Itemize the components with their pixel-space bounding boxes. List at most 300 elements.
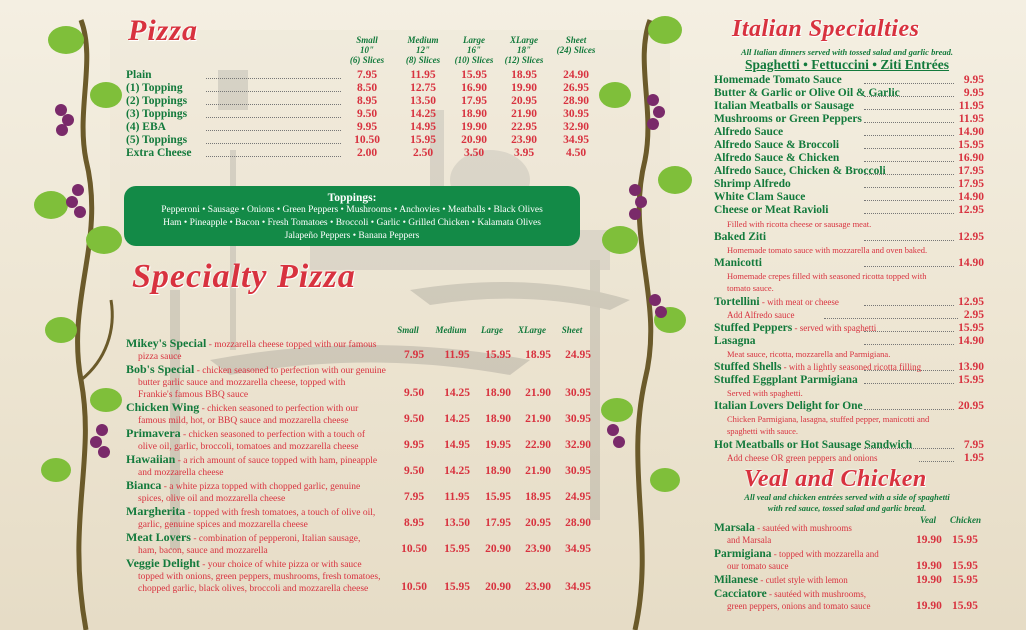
toppings-box [124, 186, 580, 246]
size-name: Small [356, 35, 378, 45]
entree-name [714, 257, 762, 270]
pizza-row [126, 108, 594, 121]
dot-leader [206, 130, 341, 131]
veal-chicken-item [714, 522, 984, 546]
pizza-price: 14.95 [410, 121, 436, 133]
dot-leader [864, 240, 954, 241]
veal-item-line-1 [714, 522, 984, 534]
pizza-price: 12.75 [410, 82, 436, 94]
veal-note-line-2: with red sauce, tossed salad and garlic bread. [767, 503, 927, 513]
specialty-desc: - mozzarella cheese topped with our famous [206, 340, 377, 350]
specialty-size-header: Large [481, 325, 503, 335]
specialty-price: 11.95 [444, 349, 470, 361]
entree-price: 14.90 [958, 335, 984, 347]
entree-description: Filled with ricotta cheese or sausage meat. [727, 219, 872, 229]
size-slices: (12) Slices [504, 55, 544, 65]
entree-name [714, 439, 912, 452]
dot-leader [864, 83, 954, 84]
pizza-price: 3.95 [513, 147, 535, 159]
toppings-line-1: Pepperoni • Sausage • Onions • Green Peppers • Mushrooms • Anchovies • Meatballs • Black Olives [161, 205, 543, 215]
add-cheese-text: Add cheese OR green peppers and onions [727, 453, 878, 463]
specialty-price: 15.95 [444, 581, 470, 593]
entree-price: 20.95 [958, 400, 984, 412]
entree-title: Shrimp Alfredo [714, 178, 791, 190]
specialty-price: 15.95 [485, 349, 511, 361]
entree-price: 17.95 [958, 165, 984, 177]
specialty-price: 21.90 [525, 387, 551, 399]
pizza-price: 16.90 [461, 82, 487, 94]
pizza-price: 3.50 [463, 147, 485, 159]
specialty-line-2: butter garlic sauce and mozzarella cheese, topped with [138, 378, 346, 388]
entree-description: Served with spaghetti. [727, 388, 803, 398]
specialty-desc: - a white pizza topped with chopped garlic, genuine [161, 482, 361, 492]
entree-price: 12.95 [958, 296, 984, 308]
entree-title: Homemade Tomato Sauce [714, 74, 842, 86]
size-slices: (6) Slices [349, 55, 385, 65]
italian-entree [714, 126, 984, 139]
specialty-price: 7.95 [403, 349, 425, 361]
entree-price: 12.95 [958, 231, 984, 243]
specialty-price: 15.95 [444, 543, 470, 555]
entree-title: Italian Lovers Delight for One [714, 400, 863, 412]
pizza-price: 20.95 [511, 95, 537, 107]
dot-leader [864, 174, 954, 175]
pizza-price: 32.90 [563, 121, 589, 133]
italian-entree [714, 335, 984, 348]
specialty-pizza-heading: Specialty Pizza [132, 258, 356, 295]
entree-title: Mushrooms or Green Peppers [714, 113, 862, 125]
entree-title: Tortellini [714, 296, 760, 308]
specialty-name: Primavera [126, 426, 181, 440]
specialty-price: 9.50 [403, 387, 425, 399]
specialty-price: 9.50 [403, 413, 425, 425]
dot-leader [864, 448, 954, 449]
veal-item-name: Parmigiana [714, 548, 772, 560]
specialty-price: 11.95 [444, 491, 470, 503]
specialty-price: 32.90 [565, 439, 591, 451]
entree-name [714, 191, 805, 204]
entree-title: Lasagna [714, 335, 756, 347]
entree-price: 15.95 [958, 322, 984, 334]
specialty-pizza-item [126, 401, 594, 427]
entree-title: Alfredo Sauce & Chicken [714, 152, 840, 164]
entree-price: 14.90 [958, 257, 984, 269]
entree-name [714, 231, 766, 244]
entree-name [714, 100, 854, 113]
dot-leader [864, 266, 954, 267]
chicken-price: 15.95 [952, 600, 978, 612]
italian-specialties-heading: Italian Specialties [732, 16, 920, 42]
size-inches: 16" [467, 45, 481, 55]
specialty-pizza-item [126, 505, 594, 531]
entree-name [714, 361, 921, 374]
dot-leader [206, 104, 341, 105]
specialty-price: 15.95 [485, 491, 511, 503]
entree-price: 13.90 [958, 361, 984, 373]
size-name: Sheet [565, 35, 587, 45]
specialty-price: 14.25 [444, 413, 470, 425]
pizza-row-name: Extra Cheese [126, 147, 192, 159]
entree-name [714, 87, 900, 100]
italian-entree [714, 439, 984, 452]
chicken-price: 15.95 [952, 534, 978, 546]
entree-name [714, 400, 863, 413]
pizza-price: 8.95 [356, 95, 378, 107]
entree-price: 14.90 [958, 126, 984, 138]
specialty-price: 9.95 [403, 439, 425, 451]
italian-entree [714, 139, 984, 152]
specialty-desc: - chicken seasoned to perfection with a touch of [180, 430, 366, 440]
veal-chicken-item [714, 588, 984, 612]
italian-entree [714, 152, 984, 165]
pizza-price: 30.95 [563, 108, 589, 120]
italian-entree [714, 296, 984, 309]
specialty-price: 18.95 [525, 491, 551, 503]
dot-leader [206, 91, 341, 92]
specialty-desc: - chicken seasoned to perfection with our [199, 404, 359, 414]
specialty-price: 7.95 [403, 491, 425, 503]
specialty-pizza-item [126, 427, 594, 453]
pizza-row-name: Plain [126, 69, 152, 81]
specialty-line-3: chopped garlic, black olives, broccoli and mozzarella cheese [138, 584, 369, 594]
veal-item-name: Cacciatore [714, 588, 767, 600]
italian-entree [714, 374, 984, 387]
pasta-entrees-subheading: Spaghetti • Fettuccini • Ziti Entrées [744, 57, 950, 72]
veal-note-line-1: All veal and chicken entrées served with a side of spaghetti [744, 492, 950, 502]
veal-item-desc: - sautéed with mushrooms, [766, 589, 867, 599]
specialty-price: 24.95 [565, 491, 591, 503]
size-inches: 18" [517, 45, 531, 55]
pizza-price: 2.50 [412, 147, 434, 159]
specialty-price: 13.50 [444, 517, 470, 529]
specialty-price: 20.90 [485, 581, 511, 593]
add-alfredo-price: 2.95 [963, 309, 984, 321]
size-name: Large [463, 35, 485, 45]
specialty-price: 17.95 [485, 517, 511, 529]
entree-title: Stuffed Peppers [714, 322, 793, 334]
pizza-price: 9.95 [356, 121, 378, 133]
specialty-line-2: ham, bacon, sauce and mozzarella [138, 546, 268, 556]
specialty-name: Hawaiian [126, 452, 176, 466]
dot-leader [206, 117, 341, 118]
entree-title: Alfredo Sauce [714, 126, 784, 138]
pizza-row-name: (3) Toppings [126, 108, 188, 120]
italian-entree [714, 113, 984, 126]
specialty-line-1 [126, 557, 594, 571]
pizza-price: 13.50 [410, 95, 436, 107]
pizza-row [126, 69, 594, 82]
pizza-row [126, 121, 594, 134]
entree-name [714, 165, 886, 178]
dot-leader [206, 143, 341, 144]
pizza-row [126, 147, 594, 160]
italian-entree [714, 100, 984, 113]
pizza-size-header [397, 35, 449, 65]
specialty-desc: - your choice of white pizza or with sauce [199, 560, 362, 570]
specialty-price: 30.95 [565, 413, 591, 425]
dot-leader [864, 370, 954, 371]
specialty-desc: - topped with fresh tomatoes, a touch of olive oil, [185, 508, 376, 518]
specialty-pizza-item [126, 531, 594, 557]
entree-name [714, 139, 839, 152]
veal-chicken-note [711, 492, 983, 514]
specialty-price: 30.95 [565, 387, 591, 399]
specialty-price: 9.50 [403, 465, 425, 477]
specialty-price: 23.90 [525, 543, 551, 555]
veal-item-line-1 [714, 574, 984, 586]
dot-leader [864, 148, 954, 149]
pizza-price: 22.95 [511, 121, 537, 133]
entree-name [714, 374, 858, 387]
dot-leader [206, 78, 341, 79]
veal-item-desc-2: our tomato sauce [727, 561, 789, 571]
italian-entree [714, 322, 984, 335]
pizza-price: 26.95 [563, 82, 589, 94]
specialty-pizza-item [126, 453, 594, 479]
size-name: Medium [407, 35, 439, 45]
specialty-line-2: pizza sauce [138, 352, 182, 362]
add-alfredo-text: Add Alfredo sauce [727, 310, 795, 320]
italian-entree [714, 74, 984, 87]
dot-leader [206, 156, 341, 157]
specialty-price: 10.50 [401, 543, 427, 555]
pizza-price: 4.50 [565, 147, 587, 159]
dot-leader [864, 187, 954, 188]
size-name: XLarge [510, 35, 538, 45]
veal-item-name: Marsala [714, 522, 755, 534]
pizza-price: 20.90 [461, 134, 487, 146]
specialty-size-header: Medium [435, 325, 467, 335]
entree-price: 17.95 [958, 178, 984, 190]
veal-item-desc-2: green peppers, onions and tomato sauce [727, 601, 871, 611]
specialty-price: 28.90 [565, 517, 591, 529]
size-slices: (8) Slices [405, 55, 441, 65]
entree-description: Meat sauce, ricotta, mozzarella and Parmigiana. [727, 349, 891, 359]
veal-chicken-item [714, 548, 984, 572]
specialty-price: 24.95 [565, 349, 591, 361]
pizza-price: 28.90 [563, 95, 589, 107]
entree-description: Homemade crepes filled with seasoned ricotta topped with [727, 271, 927, 281]
entree-name [714, 152, 839, 165]
entree-title: White Clam Sauce [714, 191, 806, 203]
italian-entree [714, 191, 984, 204]
pizza-heading: Pizza [128, 14, 199, 47]
veal-item-desc: - topped with mozzarella and [771, 549, 879, 559]
specialty-line-2: topped with onions, green peppers, mushrooms, fresh tomatoes, [138, 572, 381, 582]
pizza-price: 18.95 [511, 69, 537, 81]
entree-price: 16.90 [958, 152, 984, 164]
specialty-desc: - combination of pepperoni, Italian sausage, [190, 534, 361, 544]
pizza-price: 2.00 [356, 147, 378, 159]
entree-name [714, 126, 783, 139]
size-inches: 12" [416, 45, 430, 55]
specialty-price: 8.95 [403, 517, 425, 529]
specialty-line-2: famous mild, hot, or BBQ sauce and mozzarella cheese [138, 416, 349, 426]
entree-price: 12.95 [958, 204, 984, 216]
veal-item-desc: - sautéed with mushrooms [754, 523, 852, 533]
italian-entree [714, 204, 984, 217]
specialty-pizza-item [126, 363, 594, 401]
specialty-price: 34.95 [565, 543, 591, 555]
entree-price: 15.95 [958, 139, 984, 151]
pizza-price: 15.95 [410, 134, 436, 146]
size-slices: (24) Slices [556, 45, 596, 55]
italian-entree [714, 165, 984, 178]
dot-leader [864, 344, 954, 345]
pizza-price: 21.90 [511, 108, 537, 120]
pizza-price: 17.95 [461, 95, 487, 107]
specialty-line-1 [126, 363, 594, 377]
add-alfredo-label [727, 309, 794, 322]
veal-item-desc: - cutlet style with lemon [758, 575, 848, 585]
grapevine-middle-decoration [595, 0, 695, 630]
entree-description: spaghetti with sauce. [727, 426, 799, 436]
chicken-price: 15.95 [952, 560, 978, 572]
add-cheese-row [714, 452, 984, 465]
entree-name [714, 178, 791, 191]
italian-entree [714, 178, 984, 191]
veal-item-desc-2: and Marsala [727, 535, 772, 545]
specialty-name: Meat Lovers [126, 530, 191, 544]
entree-title: Alfredo Sauce & Broccoli [714, 139, 840, 151]
specialty-size-header: Small [397, 325, 419, 335]
pizza-size-header [550, 35, 602, 55]
size-inches: 10" [360, 45, 374, 55]
pizza-row [126, 134, 594, 147]
pizza-price: 34.95 [563, 134, 589, 146]
specialty-name: Bob's Special [126, 362, 195, 376]
entree-description: Homemade tomato sauce with mozzarella and oven baked. [727, 245, 928, 255]
entree-name [714, 296, 839, 309]
specialty-name: Mikey's Special [126, 336, 207, 350]
specialty-name: Bianca [126, 478, 162, 492]
pizza-price: 24.90 [563, 69, 589, 81]
pizza-row [126, 95, 594, 108]
add-cheese-price: 1.95 [963, 452, 984, 464]
add-cheese-label [727, 452, 877, 465]
dot-leader [864, 383, 954, 384]
dot-leader [864, 96, 954, 97]
specialty-price: 18.90 [485, 413, 511, 425]
italian-entree [714, 231, 984, 244]
dot-leader [864, 213, 954, 214]
pizza-price: 18.90 [461, 108, 487, 120]
specialty-price: 14.25 [444, 387, 470, 399]
pizza-row [126, 82, 594, 95]
specialty-price: 14.25 [444, 465, 470, 477]
entree-description: Chicken Parmigiana, lasagna, stuffed pepper, manicotti and [727, 414, 930, 424]
toppings-line-2: Ham • Pineapple • Bacon • Fresh Tomatoes • Broccoli • Garlic • Grilled Chicken • Kalamata Olives [163, 218, 541, 228]
entree-price: 9.95 [963, 74, 984, 86]
veal-price: 19.90 [916, 600, 942, 612]
dot-leader [864, 409, 954, 410]
specialty-line-3: Frankie's famous BBQ sauce [138, 390, 249, 400]
pizza-size-header [448, 35, 500, 65]
toppings-title: Toppings: [327, 192, 377, 204]
veal-and-chicken-heading: Veal and Chicken [744, 466, 927, 492]
dot-leader [824, 318, 958, 319]
specialty-price: 21.90 [525, 465, 551, 477]
specialty-line-2: and mozzarella cheese [138, 468, 224, 478]
dot-leader [864, 200, 954, 201]
veal-item-line-1 [714, 588, 984, 600]
chicken-column-header: Chicken [950, 515, 982, 525]
entree-desc: - with a lightly seasoned ricotta filling [781, 362, 922, 372]
size-slices: (10) Slices [454, 55, 494, 65]
add-alfredo-row [714, 309, 984, 322]
pizza-price: 8.50 [356, 82, 378, 94]
dot-leader [919, 461, 954, 462]
specialty-price: 18.90 [485, 387, 511, 399]
veal-item-line-1 [714, 548, 984, 560]
entree-name [714, 113, 862, 126]
specialty-name: Margherita [126, 504, 186, 518]
specialty-price: 18.90 [485, 465, 511, 477]
specialty-name: Veggie Delight [126, 556, 200, 570]
entree-name [714, 204, 828, 217]
entree-desc: - with meat or cheese [759, 297, 839, 307]
pizza-row-name: (4) EBA [126, 121, 166, 133]
pizza-price: 23.90 [511, 134, 537, 146]
entree-price: 7.95 [963, 439, 984, 451]
specialty-line-2: olive oil, garlic, broccoli, tomatoes and mozzarella cheese [138, 442, 359, 452]
specialty-pizza-item [126, 557, 594, 595]
entree-price: 15.95 [958, 374, 984, 386]
chicken-price: 15.95 [952, 574, 978, 586]
italian-entree [714, 257, 984, 270]
veal-item-name: Milanese [714, 574, 759, 586]
pizza-price: 19.90 [461, 121, 487, 133]
pizza-size-header [498, 35, 550, 65]
italian-entree [714, 87, 984, 100]
specialty-price: 18.95 [525, 349, 551, 361]
specialty-desc: - a rich amount of sauce topped with ham, pineapple [175, 456, 378, 466]
pizza-price: 10.50 [354, 134, 380, 146]
entree-title: Stuffed Eggplant Parmigiana [714, 374, 858, 386]
specialty-desc: - chicken seasoned to perfection with our genuine [194, 366, 386, 376]
specialty-line-2: garlic, genuine spices and mozzarella cheese [138, 520, 308, 530]
specialty-price: 23.90 [525, 581, 551, 593]
specialty-size-header: Sheet [561, 325, 583, 335]
entree-price: 11.95 [958, 100, 984, 112]
pizza-price: 9.50 [356, 108, 378, 120]
italian-entree [714, 400, 984, 413]
specialty-price: 21.90 [525, 413, 551, 425]
pizza-row-name: (5) Toppings [126, 134, 188, 146]
specialty-pizza-item [126, 479, 594, 505]
veal-chicken-item [714, 574, 984, 586]
entree-title: Baked Ziti [714, 231, 767, 243]
veal-price: 19.90 [916, 574, 942, 586]
toppings-line-3: Jalapeño Peppers • Banana Peppers [284, 231, 420, 241]
entree-title: Manicotti [714, 257, 762, 269]
entree-title: Alfredo Sauce, Chicken & Broccoli [714, 165, 886, 177]
specialty-pizza-item [126, 337, 594, 363]
entree-name [714, 74, 842, 87]
entree-price: 9.95 [963, 87, 984, 99]
specialty-price: 20.90 [485, 543, 511, 555]
specialty-price: 34.95 [565, 581, 591, 593]
specialty-line-2: spices, olive oil and mozzarella cheese [138, 494, 286, 504]
italian-dinner-note: All Italian dinners served with tossed salad and garlic bread. [740, 47, 954, 57]
pizza-row-name: (1) Topping [126, 82, 183, 94]
entree-title: Cheese or Meat Ravioli [714, 204, 829, 216]
pizza-price: 15.95 [461, 69, 487, 81]
veal-price: 19.90 [916, 560, 942, 572]
pizza-size-header [341, 35, 393, 65]
pizza-price: 14.25 [410, 108, 436, 120]
entree-name [714, 322, 876, 335]
